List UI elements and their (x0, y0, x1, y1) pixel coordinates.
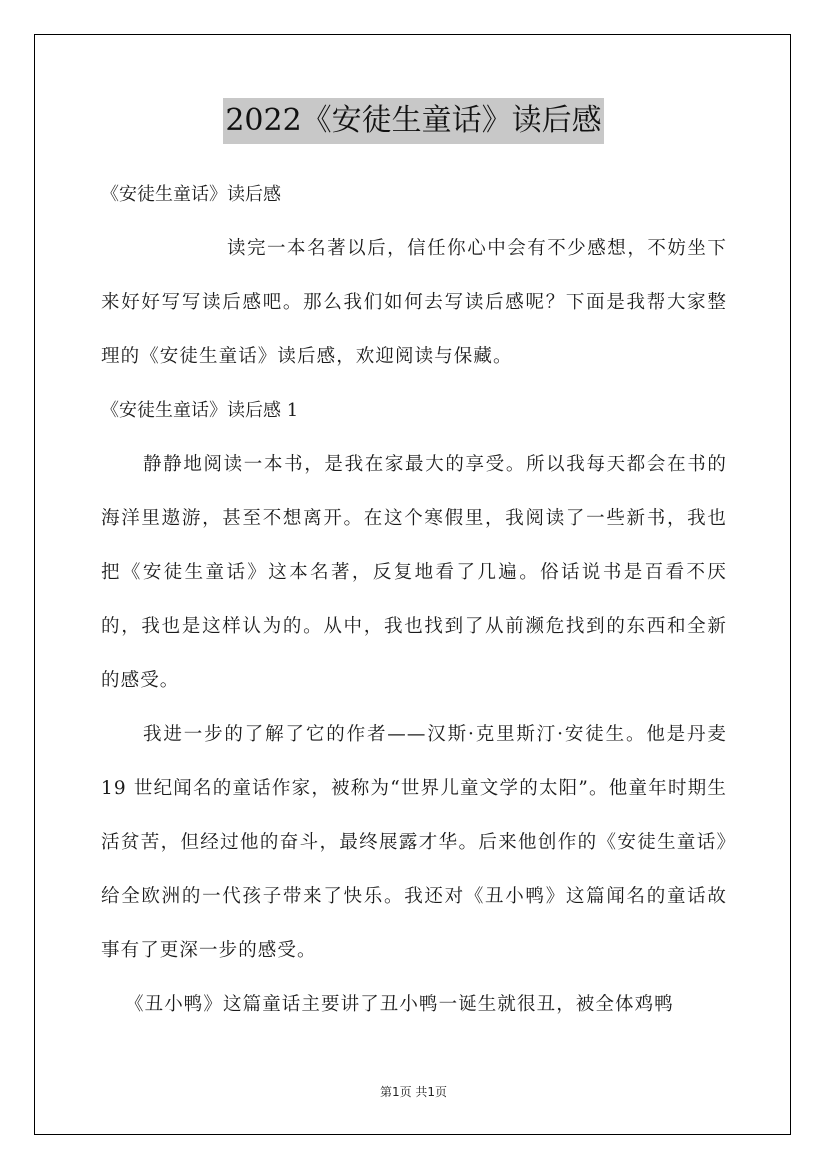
page-footer: 第1页 共1页 (379, 1085, 448, 1099)
document-title: 2022《安徒生童话》读后感 (223, 98, 603, 144)
body-paragraph-1: 静静地阅读一本书，是我在家最大的享受。所以我每天都会在书的海洋里遨游，甚至不想离开。在这个寒假里，我阅读了一些新书，我也把《安徒生童话》这本名著，反复地看了几遍。俗话说书是百看不厌的，我也是这样认为的。从中，我也找到了从前濒危找到的东西和全新的感受。 (101, 454, 727, 691)
subtitle-heading: 《安徒生童话》读后感 (101, 184, 281, 205)
title-container (0, 98, 827, 144)
body-paragraph-2: 我进一步的了解了它的作者——汉斯·克里斯汀·安徒生。他是丹麦 19 世纪闻名的童话作家，被称为“世界儿童文学的太阳”。他童年时期生活贫苦，但经过他的奋斗，最终展露才华。后来他创作的《安徒生童话》给全欧洲的一代孩子带来了快乐。我还对《丑小鸭》这篇闻名的童话故事有了更深一步的感受。 (101, 724, 727, 961)
document-body (101, 168, 727, 1032)
body-paragraph-3: 《丑小鸭》这篇童话主要讲了丑小鸭一诞生就很丑，被全体鸡鸭 (125, 994, 674, 1015)
section-heading: 《安徒生童话》读后感 1 (101, 400, 299, 421)
intro-paragraph: 读完一本名著以后，信任你心中会有不少感想，不妨坐下来好好写写读后感吧。那么我们如何去写读后感呢？下面是我帮大家整理的《安徒生童话》读后感，欢迎阅读与保藏。 (101, 238, 727, 367)
